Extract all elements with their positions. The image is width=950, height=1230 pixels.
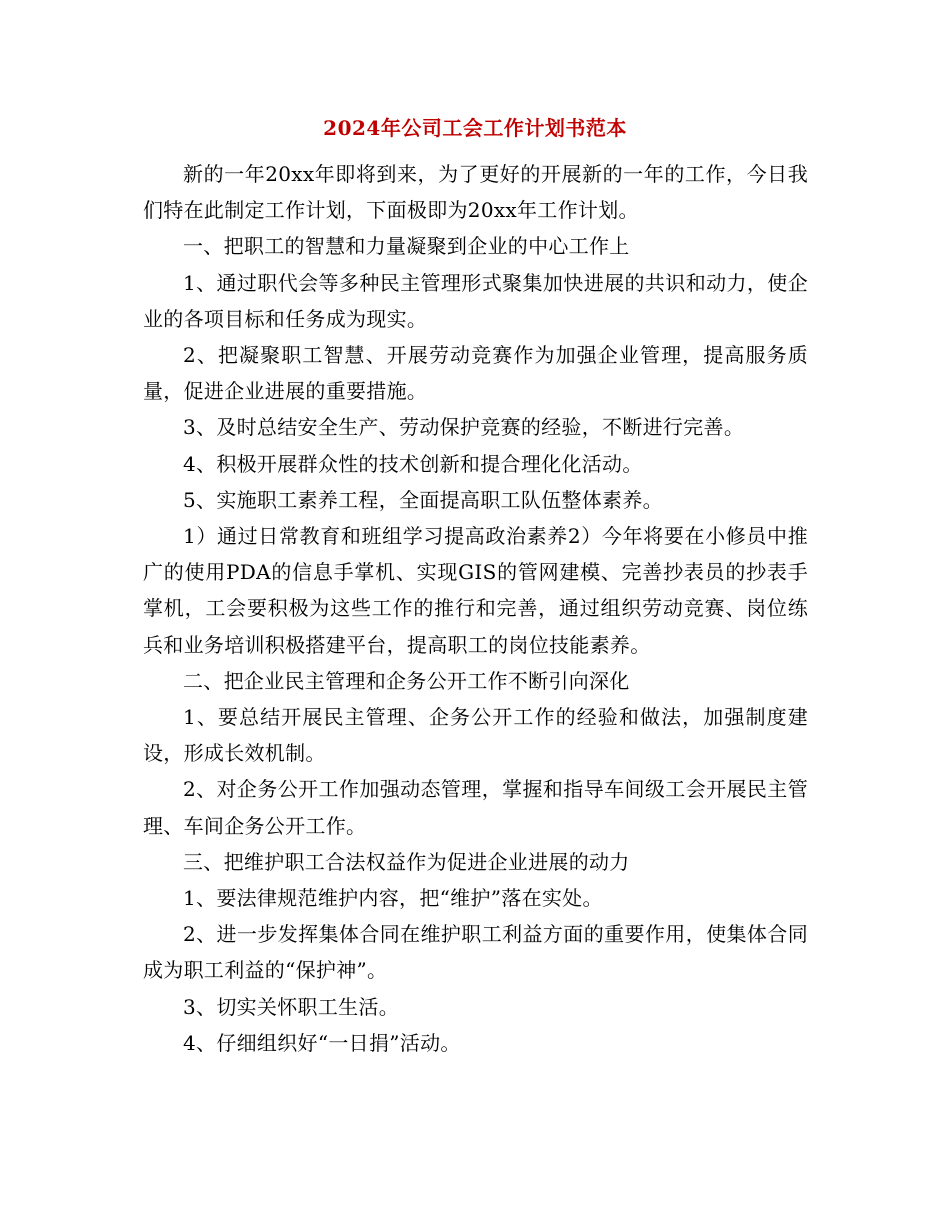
list-item: 2、对企务公开工作加强动态管理，掌握和指导车间级工会开展民主管理、车间企务公开工作。 (143, 777, 808, 838)
document-body (143, 156, 808, 1061)
list-item: 2、进一步发挥集体合同在维护职工利益方面的重要作用，使集体合同成为职工利益的“保护神”。 (143, 922, 808, 983)
document-title: 2024年公司工会工作计划书范本 (323, 116, 627, 140)
list-item: 5、实施职工素养工程，全面提高职工队伍整体素养。 (183, 487, 663, 512)
paragraph-intro: 新的一年20xx年即将到来，为了更好的开展新的一年的工作，今日我们特在此制定工作计划，下面极即为20xx年工作计划。 (143, 162, 808, 223)
section-heading-1: 一、把职工的智慧和力量凝聚到企业的中心工作上 (183, 234, 630, 259)
list-item: 1、通过职代会等多种民主管理形式聚集加快进展的共识和动力，使企业的各项目标和任务成为现实。 (143, 270, 808, 331)
section-heading-3: 三、把维护职工合法权益作为促进企业进展的动力 (183, 849, 630, 874)
list-item: 2、把凝聚职工智慧、开展劳动竞赛作为加强企业管理，提高服务质量，促进企业进展的重要措施。 (143, 343, 808, 404)
list-item: 4、仔细组织好“一日捐”活动。 (183, 1030, 461, 1055)
list-item: 4、积极开展群众性的技术创新和提合理化化活动。 (183, 451, 643, 476)
list-item: 3、及时总结安全生产、劳动保护竞赛的经验，不断进行完善。 (183, 415, 745, 440)
section-heading-2: 二、把企业民主管理和企务公开工作不断引向深化 (183, 668, 630, 693)
list-item: 3、切实关怀职工生活。 (183, 994, 400, 1019)
list-item: 1、要总结开展民主管理、企务公开工作的经验和做法，加强制度建设，形成长效机制。 (143, 705, 808, 766)
list-item: 1、要法律规范维护内容，把“维护”落在实处。 (183, 886, 603, 911)
list-item: 1）通过日常教育和班组学习提高政治素养2）今年将要在小修员中推广的使用PDA的信息手掌机、实现GIS的管网建模、完善抄表员的抄表手掌机，工会要积极为这些工作的推行和完善，通过组织劳动竞赛、岗位练兵和业务培训积极搭建平台，提高职工的岗位技能素养。 (143, 524, 808, 657)
